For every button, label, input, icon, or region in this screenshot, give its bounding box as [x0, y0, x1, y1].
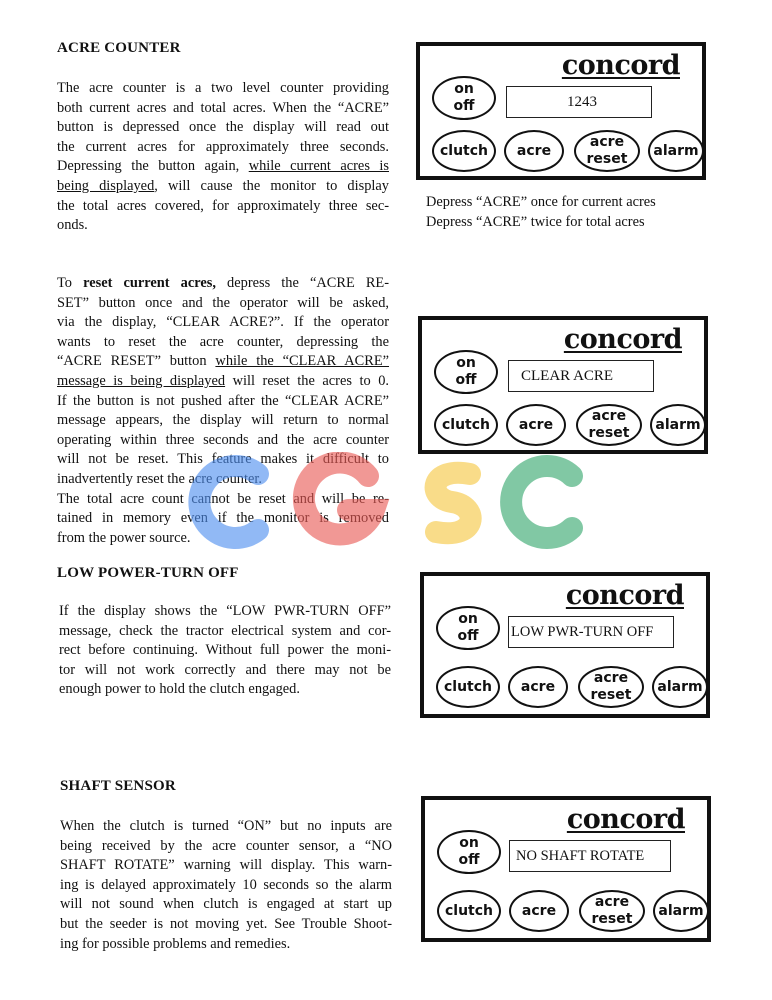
on-off-button[interactable]: on off	[432, 76, 496, 120]
alarm-button[interactable]: alarm	[650, 404, 706, 446]
text-line: onds.	[57, 217, 88, 234]
text-line: tor will not work correctly and there may not be	[59, 661, 391, 678]
text-line: Depressing the button again, while current acres is	[57, 158, 389, 175]
watermark-c-right	[511, 466, 572, 538]
acre-button[interactable]: acre	[508, 666, 568, 708]
text-line: enough power to hold the clutch engaged.	[59, 681, 300, 698]
monitor-display: NO SHAFT ROTATE	[509, 840, 671, 872]
caption-acre	[426, 193, 656, 232]
text-line: button is depressed once the display will read out	[57, 119, 389, 136]
clutch-button[interactable]: clutch	[434, 404, 498, 446]
on-off-button[interactable]: on off	[434, 350, 498, 394]
text-line: To reset current acres, depress the “ACRE RE-	[57, 275, 390, 291]
paragraph-acre-counter	[57, 79, 389, 236]
acre-reset-button[interactable]: acre reset	[579, 890, 645, 932]
acre-button[interactable]: acre	[504, 130, 564, 172]
text-line: SET” button once and the operator will be asked,	[57, 294, 389, 311]
monitor-panel-shaft	[421, 796, 711, 942]
monitor-display: LOW PWR-TURN OFF	[508, 616, 674, 648]
text-line: When the clutch is turned “ON” but no inputs are	[60, 818, 392, 834]
text-line: message appears, the display will return to normal	[57, 412, 389, 429]
acre-reset-button[interactable]: acre reset	[574, 130, 640, 172]
on-off-button[interactable]: on off	[437, 830, 501, 874]
text-line: The acre counter is a two level counter providing	[57, 80, 389, 96]
caption-line: Depress “ACRE” twice for total acres	[426, 213, 645, 230]
text-line: rect before continuing. Without full power the moni-	[59, 642, 391, 659]
text-line: ing is delayed approximately 10 seconds so the alarm	[60, 876, 392, 893]
text-line: “ACRE RESET” button while the “CLEAR ACRE”	[57, 353, 390, 370]
text-line: being received by the acre counter sensor, a “NO	[60, 837, 392, 854]
text-line: will not sound when clutch is engaged at start up	[60, 896, 392, 913]
brand-logo: concord	[563, 324, 682, 355]
acre-button[interactable]: acre	[506, 404, 566, 446]
acre-reset-button[interactable]: acre reset	[576, 404, 642, 446]
text-line: If the display shows the “LOW PWR-TURN OFF”	[59, 603, 391, 619]
heading-low-power: LOW POWER-TURN OFF	[57, 565, 239, 581]
text-line: wants to reset the acre counter, depressing the	[57, 333, 389, 350]
monitor-display: CLEAR ACRE	[508, 360, 654, 392]
monitor-panel-clear-acre	[418, 316, 708, 454]
text-line: from the power source.	[57, 529, 191, 546]
brand-logo: concord	[561, 50, 680, 81]
caption-line: Depress “ACRE” once for current acres	[426, 194, 656, 210]
text-line: but the seeder is not moving yet. See Trouble Shoot-	[60, 915, 392, 932]
heading-acre-counter: ACRE COUNTER	[57, 40, 181, 56]
text-line: message is being displayed will reset the acres to 0.	[57, 372, 389, 389]
heading-shaft-sensor: SHAFT SENSOR	[60, 778, 176, 794]
text-line: both current acres and total acres. When the “ACRE”	[57, 99, 389, 116]
watermark-g	[304, 462, 374, 534]
text-line: will not be reset. This feature makes it difficult to	[57, 451, 389, 468]
alarm-button[interactable]: alarm	[652, 666, 708, 708]
text-line: ing for possible problems and remedies.	[60, 935, 291, 952]
monitor-panel-low-power	[420, 572, 710, 718]
acre-reset-button[interactable]: acre reset	[578, 666, 644, 708]
text-line: SHAFT ROTATE” warning will display. This warn-	[60, 857, 392, 874]
clutch-button[interactable]: clutch	[436, 666, 500, 708]
on-off-button[interactable]: on off	[436, 606, 500, 650]
text-line: message, check the tractor electrical system and cor-	[59, 622, 391, 639]
text-line: via the display, “CLEAR ACRE?”. If the operator	[57, 314, 389, 331]
text-line: the current acres for approximately three seconds.	[57, 138, 389, 155]
text-line: The total acre count cannot be reset and will be re-	[57, 490, 389, 507]
alarm-button[interactable]: alarm	[653, 890, 709, 932]
watermark-c-left	[199, 466, 258, 538]
watermark-s	[436, 473, 471, 533]
text-line: tained in memory even if the monitor is removed	[57, 510, 389, 527]
text-line: operating within three seconds and the acre counter	[57, 431, 389, 448]
brand-logo: concord	[566, 804, 685, 835]
paragraph-low-power	[59, 602, 391, 700]
text-line: being displayed, will cause the monitor to display	[57, 177, 389, 194]
clutch-button[interactable]: clutch	[437, 890, 501, 932]
acre-button[interactable]: acre	[509, 890, 569, 932]
text-line: If the button is not pushed after the “CLEAR ACRE”	[57, 392, 389, 409]
text-line: inadvertently reset the acre counter.	[57, 470, 262, 487]
clutch-button[interactable]: clutch	[432, 130, 496, 172]
paragraph-shaft-sensor	[60, 817, 392, 954]
brand-logo: concord	[565, 580, 684, 611]
monitor-display: 1243	[506, 86, 652, 118]
text-line: the total acres covered, for approximately three sec-	[57, 197, 389, 214]
monitor-panel-acre	[416, 42, 706, 180]
alarm-button[interactable]: alarm	[648, 130, 704, 172]
watermark-logo	[180, 452, 600, 552]
